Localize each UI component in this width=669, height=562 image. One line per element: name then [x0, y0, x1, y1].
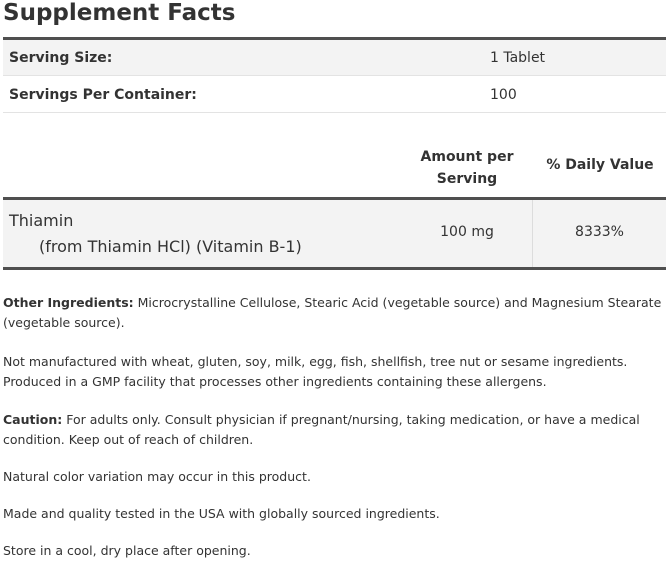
daily-value-header: % Daily Value [546, 157, 654, 173]
bottom-divider [3, 267, 666, 270]
made-in-usa-note: Made and quality tested in the USA with globally sourced ingredients. [3, 506, 440, 521]
amount-header-line2: Serving [436, 171, 498, 187]
nutrient-amount: 100 mg [440, 224, 494, 240]
other-ingredients-text: Microcrystalline Cellulose, Stearic Acid (vegetable source) and Magnesium Stearate (vegetable source). [3, 295, 662, 330]
nutrient-name: Thiamin [9, 211, 74, 230]
nutrient-row [3, 200, 666, 267]
color-variation-note: Natural color variation may occur in this product. [3, 469, 311, 484]
other-ingredients [3, 293, 665, 333]
caution-text: For adults only. Consult physician if pregnant/nursing, taking medication, or have a medical condition. Keep out of reach of children. [3, 412, 640, 447]
other-ingredients-label: Other Ingredients: [3, 295, 134, 310]
serving-size-label: Serving Size: [9, 49, 113, 66]
allergen-statement: Not manufactured with wheat, gluten, soy, milk, egg, fish, shellfish, tree nut or sesame ingredients. Produced in a GMP facility that processes other ingredients containing these allergens. [3, 354, 628, 389]
serving-size-row [3, 40, 666, 76]
caution-label: Caution: [3, 412, 63, 427]
storage-note: Store in a cool, dry place after opening. [3, 543, 251, 558]
caution-statement [3, 410, 665, 450]
nutrient-daily-value: 8333% [575, 224, 624, 240]
servings-per-container-value: 100 [490, 86, 517, 103]
amount-header-line1: Amount per [420, 149, 514, 165]
nutrient-source: (from Thiamin HCl) (Vitamin B-1) [39, 237, 302, 256]
servings-per-container-row [3, 77, 666, 113]
serving-size-value: 1 Tablet [490, 49, 546, 66]
page-title: Supplement Facts [3, 0, 236, 26]
servings-per-container-label: Servings Per Container: [9, 86, 197, 103]
amount-per-serving-header [400, 146, 534, 190]
